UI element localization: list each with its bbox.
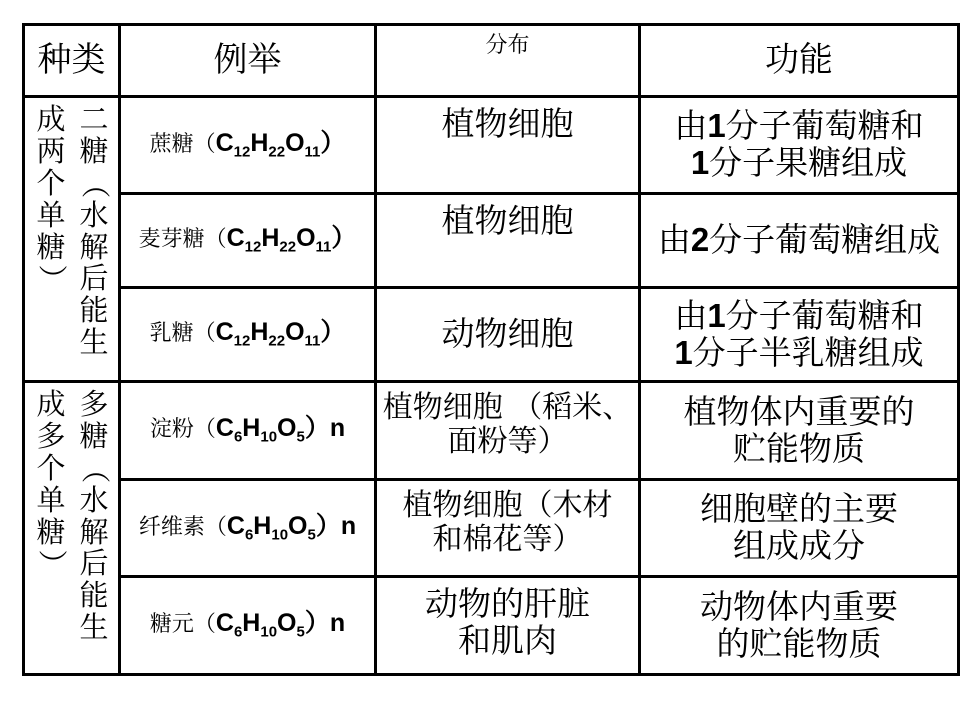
formula-element: C	[215, 128, 234, 157]
example-cell	[120, 382, 376, 480]
header-distribution: 分布	[376, 25, 640, 97]
function-number: 1	[707, 296, 726, 334]
formula-subscript: 12	[244, 238, 262, 256]
formula-element: O	[277, 414, 297, 443]
category-char: 解	[79, 514, 109, 549]
function-text: 由	[657, 220, 691, 260]
table-row	[24, 194, 959, 288]
sugar-classification-table	[22, 23, 960, 676]
header-example: 例举	[120, 25, 376, 97]
header-row	[24, 25, 959, 97]
category-char: 两	[36, 133, 66, 168]
distribution-cell	[376, 577, 640, 675]
function-text: 由	[674, 295, 708, 335]
category-char: 成	[36, 387, 66, 421]
function-line	[641, 391, 957, 431]
formula-subscript: 6	[244, 526, 254, 544]
category-char: 多	[36, 418, 66, 453]
distribution-line: 面粉等）	[447, 423, 568, 459]
formula-subscript: 12	[233, 143, 251, 161]
header-function: 功能	[640, 25, 959, 97]
formula-suffix: ）	[320, 128, 346, 157]
category-disaccharide	[24, 97, 120, 382]
distribution-line: 和肌肉	[458, 620, 557, 660]
function-text: 分子葡萄糖和	[725, 106, 924, 146]
function-text: 的贮能物质	[716, 623, 882, 663]
function-line	[641, 528, 957, 565]
category-char: 能	[79, 293, 109, 328]
function-line	[641, 332, 957, 372]
function-cell	[640, 194, 959, 288]
sugar-name: 蔗糖（	[149, 131, 216, 157]
function-text: 贮能物质	[733, 428, 865, 468]
function-line	[641, 428, 957, 468]
sugar-name: 麦芽糖（	[138, 227, 227, 253]
formula-element: O	[296, 224, 316, 253]
formula-subscript: 11	[315, 238, 332, 256]
distribution-cell	[376, 288, 640, 382]
example-cell	[120, 97, 376, 194]
function-text: 分子半乳糖组成	[692, 332, 924, 372]
function-cell	[640, 382, 959, 480]
sugar-name: 纤维素（	[138, 514, 227, 540]
sugar-name: 乳糖（	[149, 321, 216, 347]
function-number: 1	[690, 144, 710, 181]
formula-subscript: 11	[304, 143, 321, 161]
distribution-line: 动物细胞	[441, 314, 574, 354]
formula-suffix: ）n	[304, 609, 346, 638]
distribution-cell	[376, 382, 640, 480]
function-text: 分子葡萄糖组成	[709, 220, 941, 260]
function-text: 分子果糖组成	[709, 143, 908, 182]
formula-subscript: 12	[233, 332, 251, 350]
category-char: 解	[79, 229, 109, 264]
formula-suffix: ）	[331, 224, 357, 253]
table-row	[24, 480, 959, 577]
distribution-line: 动物的肝脏	[425, 584, 590, 623]
category-char: 能	[79, 578, 109, 613]
function-text: 细胞壁的主要	[700, 489, 898, 529]
function-number: 1	[707, 107, 726, 145]
category-char: 二	[79, 102, 109, 136]
distribution-line: 植物细胞（木材	[402, 488, 613, 523]
category-char: 后	[79, 546, 109, 581]
sugar-name: 糖元（	[149, 612, 216, 638]
formula-element: H	[250, 318, 269, 347]
formula-element: O	[285, 318, 305, 347]
category-char: 多	[79, 387, 109, 421]
function-text: 由	[674, 106, 708, 146]
category-text-left	[33, 389, 69, 580]
function-number: 2	[690, 221, 710, 259]
distribution-line: 植物细胞 （稻米、	[382, 390, 633, 425]
category-char: 个	[36, 450, 66, 485]
category-char: 水	[79, 197, 109, 232]
formula-subscript: 22	[268, 143, 286, 161]
sugar-name: 淀粉（	[149, 417, 216, 443]
function-line	[641, 586, 957, 626]
formula-element: C	[226, 511, 245, 540]
category-text-right	[76, 389, 112, 644]
formula-element: C	[226, 224, 245, 253]
formula-element: O	[288, 511, 308, 540]
formula-subscript: 10	[271, 526, 289, 544]
formula-element: O	[277, 609, 297, 638]
formula-subscript: 22	[279, 238, 297, 256]
category-char: 糖	[79, 133, 109, 168]
formula-subscript: 10	[260, 623, 278, 641]
category-char: 成	[36, 102, 66, 136]
distribution-cell	[376, 194, 640, 288]
formula-suffix: ）	[320, 318, 346, 347]
distribution-line: 植物细胞	[441, 201, 574, 240]
function-cell	[640, 480, 959, 577]
category-char: 水	[79, 482, 109, 517]
category-char: 单	[36, 197, 66, 232]
table-row	[24, 382, 959, 480]
function-number: 1	[674, 333, 693, 371]
example-cell	[120, 194, 376, 288]
formula-element: H	[242, 609, 261, 638]
function-line	[641, 222, 957, 259]
formula-element: H	[261, 224, 280, 253]
function-line	[641, 108, 957, 145]
distribution-cell	[376, 97, 640, 194]
category-char: 生	[79, 610, 109, 645]
formula-element: H	[253, 511, 272, 540]
formula-element: O	[285, 128, 305, 157]
function-cell	[640, 288, 959, 382]
example-cell	[120, 480, 376, 577]
function-text: 植物体内重要的	[683, 391, 915, 431]
formula-subscript: 11	[304, 332, 321, 350]
category-char: 糖	[36, 514, 66, 549]
formula-subscript: 5	[307, 526, 316, 544]
category-char: （	[77, 169, 112, 199]
function-text: 动物体内重要	[700, 586, 898, 626]
function-text: 分子葡萄糖和	[725, 295, 924, 335]
category-text-right	[76, 104, 112, 359]
category-char: 糖	[36, 229, 66, 264]
formula-subscript: 6	[233, 428, 243, 446]
formula-element: H	[250, 128, 269, 157]
formula-subscript: 22	[268, 332, 286, 350]
category-char: 生	[79, 325, 109, 360]
formula-suffix: ）n	[304, 414, 346, 443]
example-cell	[120, 288, 376, 382]
table-row	[24, 288, 959, 382]
formula-element: C	[215, 609, 234, 638]
category-char: 后	[79, 261, 109, 296]
formula-subscript: 6	[233, 623, 243, 641]
function-cell	[640, 97, 959, 194]
table-row	[24, 97, 959, 194]
formula-element: H	[242, 414, 261, 443]
category-char: 糖	[79, 418, 109, 453]
function-cell	[640, 577, 959, 675]
formula-suffix: ）n	[315, 511, 357, 540]
distribution-line: 植物细胞	[441, 104, 574, 143]
formula-subscript: 5	[296, 428, 305, 446]
function-line	[641, 295, 957, 335]
category-char: ）	[34, 264, 69, 294]
distribution-cell	[376, 480, 640, 577]
function-line	[641, 491, 957, 528]
category-text-left	[33, 104, 69, 295]
category-char: 单	[36, 482, 66, 517]
formula-element: C	[215, 414, 234, 443]
function-line	[641, 145, 957, 182]
table-row	[24, 577, 959, 675]
category-char: （	[77, 454, 112, 484]
category-char: 个	[36, 165, 66, 200]
formula-subscript: 5	[296, 623, 305, 641]
distribution-line: 和棉花等）	[432, 521, 583, 557]
category-polysaccharide	[24, 382, 120, 675]
category-char: ）	[34, 549, 69, 579]
function-text: 组成成分	[733, 526, 865, 565]
function-line	[641, 623, 957, 663]
example-cell	[120, 577, 376, 675]
header-type: 种类	[24, 25, 120, 97]
formula-element: C	[215, 318, 234, 347]
formula-subscript: 10	[260, 428, 278, 446]
